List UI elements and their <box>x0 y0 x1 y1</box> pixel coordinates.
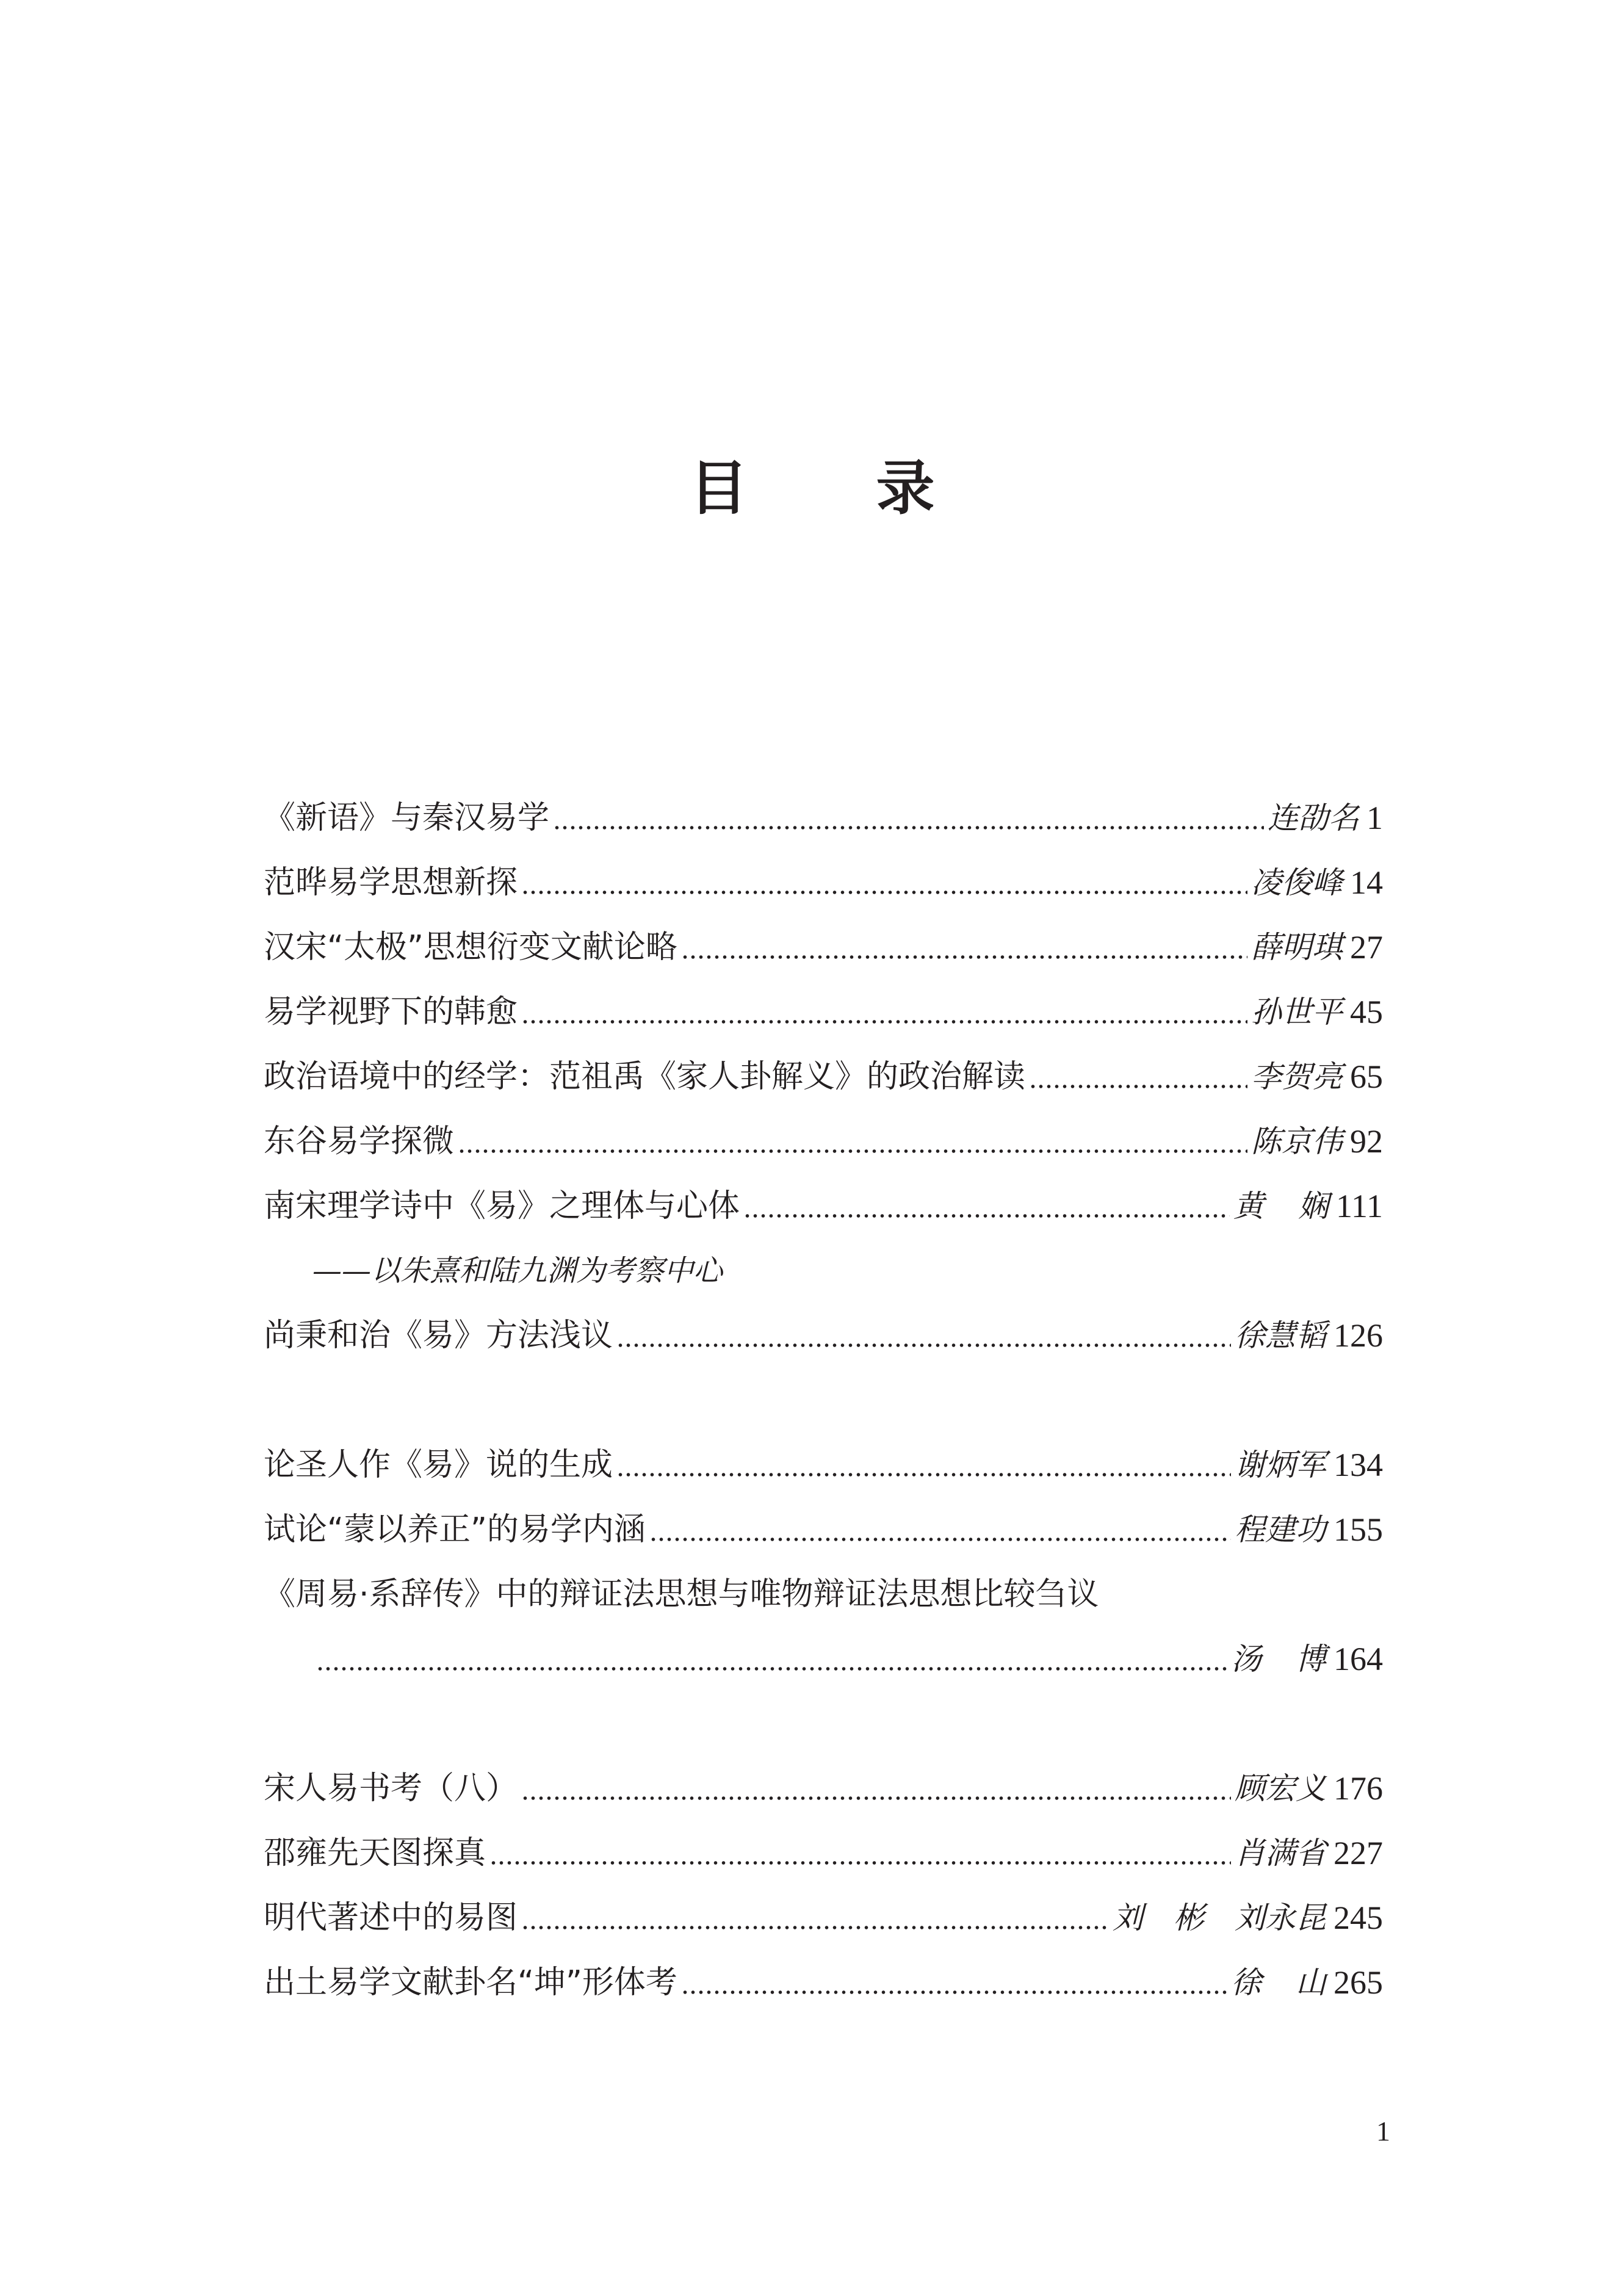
dot-leader <box>616 1343 1231 1348</box>
entry-page: 134 <box>1333 1447 1383 1483</box>
entry-title: 邵雍先天图探真 <box>264 1835 486 1871</box>
toc-entry[interactable] <box>264 1893 1383 1942</box>
toc-entry[interactable] <box>264 988 1383 1036</box>
toc-entry[interactable] <box>264 1182 1383 1231</box>
toc-entry[interactable] <box>264 923 1383 972</box>
entry-author: 徐慧韬 <box>1235 1318 1326 1353</box>
entry-author: 凌俊峰 <box>1251 865 1343 900</box>
toc-entry[interactable] <box>264 1958 1383 2007</box>
entry-subtitle: ——以朱熹和陆九渊为考察中心 <box>312 1254 723 1288</box>
entry-author: 肖满省 <box>1235 1835 1326 1871</box>
entry-page: 176 <box>1333 1770 1383 1807</box>
toc-entry[interactable] <box>264 793 1383 842</box>
entry-page: 245 <box>1333 1899 1383 1936</box>
dot-leader <box>553 825 1264 830</box>
toc-entry[interactable] <box>264 1440 1383 1489</box>
entry-author: 黄 娴 <box>1233 1188 1329 1224</box>
entry-title: 宋人易书考（八） <box>264 1770 518 1807</box>
toc-entry[interactable] <box>264 1829 1383 1878</box>
toc-entry-title-line[interactable] <box>264 1570 1383 1619</box>
entry-page: 227 <box>1333 1835 1383 1871</box>
entry-title: 论圣人作《易》说的生成 <box>264 1447 613 1483</box>
entry-title: 汉宋“太极”思想衍变文献论略 <box>264 929 677 966</box>
dot-leader <box>521 1019 1247 1024</box>
entry-page: 65 <box>1350 1058 1383 1095</box>
entry-author: 刘 彬 刘永昆 <box>1113 1900 1326 1936</box>
entry-title: 南宋理学诗中《易》之理体与心体 <box>264 1188 740 1224</box>
dot-leader <box>1029 1084 1247 1089</box>
dot-leader <box>521 890 1247 895</box>
entry-title: 东谷易学探微 <box>264 1123 455 1160</box>
entry-title: 易学视野下的韩愈 <box>264 994 518 1030</box>
toc-entry[interactable] <box>264 1505 1383 1554</box>
page-title-char-2: 录 <box>876 454 935 522</box>
dot-leader <box>743 1213 1230 1218</box>
entry-author: 李贺亮 <box>1251 1059 1343 1094</box>
entry-author: 徐 山 <box>1231 1965 1326 2000</box>
entry-title: 尚秉和治《易》方法浅议 <box>264 1317 613 1354</box>
entry-page: 27 <box>1350 929 1383 966</box>
dot-leader <box>521 1796 1231 1801</box>
entry-page: 126 <box>1333 1317 1383 1354</box>
dot-leader <box>316 1666 1227 1671</box>
entry-title: 范晔易学思想新探 <box>264 864 518 901</box>
entry-page: 111 <box>1336 1188 1383 1224</box>
entry-page: 155 <box>1333 1511 1383 1548</box>
dot-leader <box>649 1537 1231 1542</box>
entry-title: 政治语境中的经学：范祖禹《家人卦解义》的政治解读 <box>264 1058 1026 1095</box>
entry-author: 薛明琪 <box>1251 930 1343 965</box>
dot-leader <box>489 1860 1231 1865</box>
toc-entry[interactable] <box>264 1764 1383 1813</box>
entry-page: 265 <box>1333 1964 1383 2001</box>
toc-entry[interactable] <box>264 1117 1383 1166</box>
page-title <box>0 455 1624 522</box>
entry-author: 顾宏义 <box>1235 1771 1326 1806</box>
entry-author: 孙世平 <box>1251 994 1343 1030</box>
toc-entry[interactable] <box>264 1311 1383 1360</box>
toc-entry[interactable] <box>264 1052 1383 1101</box>
entry-author: 陈京伟 <box>1251 1124 1343 1159</box>
entry-title: 试论“蒙以养正”的易学内涵 <box>264 1511 646 1548</box>
entry-page: 164 <box>1333 1641 1383 1677</box>
entry-page: 92 <box>1350 1123 1383 1160</box>
entry-author: 汤 博 <box>1231 1641 1326 1677</box>
entry-author: 程建功 <box>1235 1512 1326 1547</box>
entry-title: 明代著述中的易图 <box>264 1899 518 1936</box>
page-title-char-1: 目 <box>689 454 748 522</box>
toc-entry-leader-line[interactable] <box>264 1635 1383 1683</box>
dot-leader <box>616 1472 1231 1477</box>
dot-leader <box>681 955 1247 960</box>
entry-author: 连劭名 <box>1268 800 1359 836</box>
entry-page: 1 <box>1366 800 1383 836</box>
page-number: 1 <box>1376 2116 1390 2147</box>
entry-page: 45 <box>1350 994 1383 1030</box>
dot-leader <box>681 1990 1227 1995</box>
dot-leader <box>521 1925 1109 1930</box>
toc-entry[interactable] <box>264 858 1383 907</box>
entry-page: 14 <box>1350 864 1383 901</box>
entry-title: 出土易学文献卦名“坤”形体考 <box>264 1964 677 2001</box>
entry-author: 谢炳军 <box>1235 1447 1326 1483</box>
dot-leader <box>458 1149 1247 1154</box>
entry-title: 《周易·系辞传》中的辩证法思想与唯物辩证法思想比较刍议 <box>264 1576 1099 1613</box>
entry-title: 《新语》与秦汉易学 <box>264 800 550 836</box>
